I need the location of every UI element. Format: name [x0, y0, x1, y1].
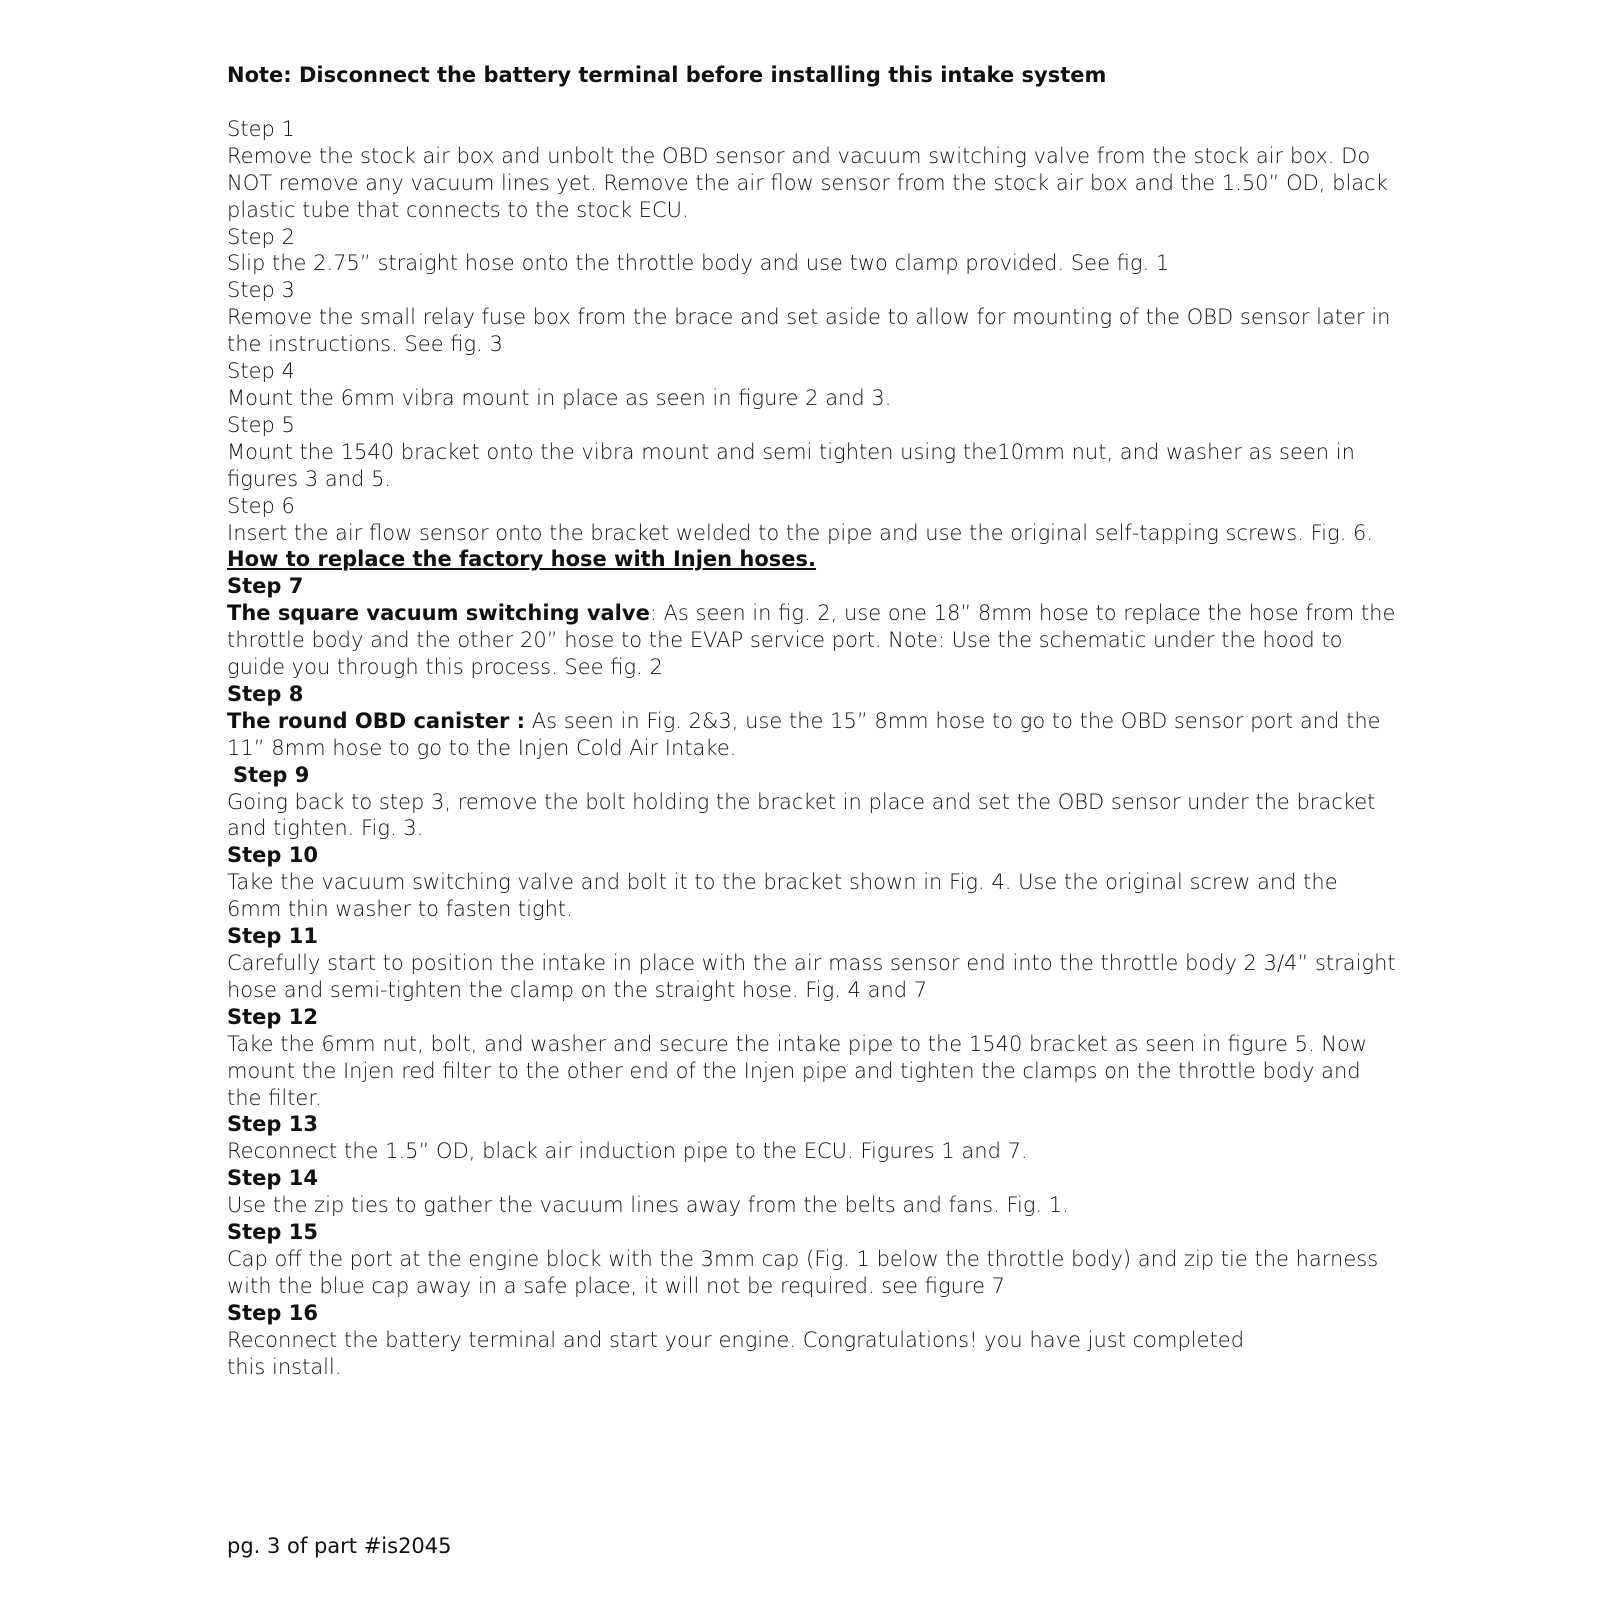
step-label: Step 9 [233, 762, 310, 787]
step-text-line-2: this install. [227, 1354, 342, 1379]
step-15 [227, 1219, 1397, 1300]
step-9 [227, 762, 1397, 843]
instruction-page [227, 60, 1397, 1381]
step-text: Cap off the port at the engine block with the 3mm cap (Fig. 1 below the throttle body) and zip tie the harness with the blue cap away in a safe place, it will not be required. see figure 7 [227, 1246, 1379, 1298]
step-label: Step 12 [227, 1004, 318, 1029]
step-4 [227, 358, 1397, 412]
step-detail: As seen in Fig. 2&3, use the 15” 8mm hose to go to the OBD sensor port and the 11” 8mm hose to go to the Injen Cold Air Intake. [227, 708, 1381, 760]
step-label: Step 6 [227, 493, 295, 518]
step-text [227, 600, 1397, 681]
step-1 [227, 116, 1397, 224]
step-label: Step 14 [227, 1166, 318, 1191]
step-5 [227, 412, 1397, 493]
step-text: Insert the air flow sensor onto the bracket welded to the pipe and use the original self-tapping screws. Fig. 6. [227, 520, 1373, 545]
battery-note: Note: Disconnect the battery terminal before installing this intake system [227, 63, 1107, 87]
step-text: Remove the stock air box and unbolt the OBD sensor and vacuum switching valve from the stock air box. Do NOT remove any vacuum lines yet. Remove the air flow sensor from the stock air box and the 1.50” OD, black plastic tube that connects to the stock ECU. [227, 143, 1388, 222]
step-lead: The round OBD canister : [227, 708, 526, 733]
step-6 [227, 493, 1397, 547]
step-3 [227, 277, 1397, 358]
step-text: Take the 6mm nut, bolt, and washer and secure the intake pipe to the 1540 bracket as seen in figure 5. Now mount the Injen red filter to the other end of the Injen pipe and tighten the clamps on the throttle body and the filter. [227, 1031, 1368, 1110]
step-7 [227, 573, 1397, 681]
step-11 [227, 923, 1397, 1004]
step-detail: : As seen in fig. 2, use one 18” 8mm hose to replace the hose from the throttle body and the other 20” hose to the EVAP service port. Note: Use the schematic under the hood to guide you through this process. See fig. 2 [227, 601, 1396, 680]
step-label: Step 16 [227, 1300, 318, 1325]
step-2 [227, 224, 1397, 278]
step-14 [227, 1165, 1397, 1219]
step-text: Mount the 6mm vibra mount in place as seen in figure 2 and 3. [227, 385, 892, 410]
step-label: Step 8 [227, 681, 304, 706]
step-10 [227, 842, 1397, 923]
step-text: Slip the 2.75” straight hose onto the throttle body and use two clamp provided. See fig. 1 [227, 251, 1170, 276]
step-lead: The square vacuum switching valve [227, 601, 650, 626]
step-label: Step 3 [227, 278, 295, 303]
step-text: Reconnect the 1.5” OD, black air induction pipe to the ECU. Figures 1 and 7. [227, 1139, 1028, 1164]
step-text: Take the vacuum switching valve and bolt it to the bracket shown in Fig. 4. Use the original screw and the 6mm thin washer to fasten tight. [227, 870, 1338, 922]
step-text: Mount the 1540 bracket onto the vibra mount and semi tighten using the10mm nut, and washer as seen in figures 3 and 5. [227, 439, 1355, 491]
step-text: Going back to step 3, remove the bolt holding the bracket in place and set the OBD sensor under the bracket and tighten. Fig. 3. [227, 789, 1376, 841]
step-text-line-1: Reconnect the battery terminal and start your engine. Congratulations! you have just completed [227, 1327, 1245, 1352]
page-footer: pg. 3 of part #is2045 [227, 1534, 452, 1558]
step-8 [227, 681, 1397, 762]
step-label: Step 10 [227, 843, 318, 868]
step-text [227, 708, 1397, 762]
step-label: Step 15 [227, 1220, 318, 1245]
step-text: Use the zip ties to gather the vacuum lines away from the belts and fans. Fig. 1. [227, 1193, 1069, 1218]
step-label: Step 11 [227, 924, 318, 949]
step-text: Carefully start to position the intake in place with the air mass sensor end into the throttle body 2 3/4” straight hose and semi-tighten the clamp on the straight hose. Fig. 4 and 7 [227, 951, 1396, 1002]
step-label: Step 4 [227, 359, 295, 384]
step-16 [227, 1300, 1397, 1381]
step-label: Step 2 [227, 224, 295, 249]
step-label: Step 1 [227, 116, 295, 141]
hose-replacement-heading: How to replace the factory hose with Injen hoses. [227, 547, 817, 572]
step-label: Step 5 [227, 412, 295, 437]
step-12 [227, 1004, 1397, 1112]
step-text: Remove the small relay fuse box from the brace and set aside to allow for mounting of the OBD sensor later in the instructions. See fig. 3 [227, 305, 1391, 357]
step-label: Step 7 [227, 574, 304, 599]
step-13 [227, 1111, 1397, 1165]
step-label: Step 13 [227, 1112, 318, 1137]
